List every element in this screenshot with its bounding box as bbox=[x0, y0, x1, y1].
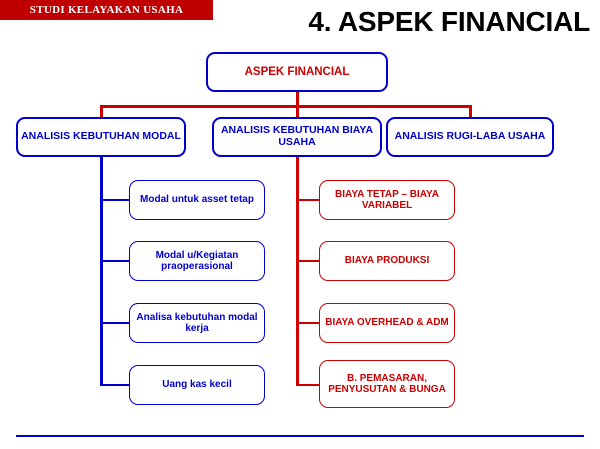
connector-left-stub-2 bbox=[100, 260, 130, 262]
page-title: 4. ASPEK FINANCIAL bbox=[308, 6, 590, 37]
node-uang-kas-kecil[interactable]: Uang kas kecil bbox=[129, 365, 265, 405]
connector-left-stub-1 bbox=[100, 199, 130, 201]
connector-left-stub-4 bbox=[100, 384, 130, 386]
connector-root-down bbox=[296, 92, 299, 106]
node-modal-praoperasional[interactable]: Modal u/Kegiatan praoperasional bbox=[129, 241, 265, 281]
connector-left-stub-3 bbox=[100, 322, 130, 324]
node-b-pemasaran-penyusutan-bunga[interactable]: B. PEMASARAN, PENYUSUTAN & BUNGA bbox=[319, 360, 455, 408]
node-biaya-overhead-adm[interactable]: BIAYA OVERHEAD & ADM bbox=[319, 303, 455, 343]
node-analisis-kebutuhan-biaya-usaha[interactable]: ANALISIS KEBUTUHAN BIAYA USAHA bbox=[212, 117, 382, 157]
connector-middle-stub-2 bbox=[296, 260, 320, 262]
node-analisis-rugi-laba-usaha[interactable]: ANALISIS RUGI-LABA USAHA bbox=[386, 117, 554, 157]
connector-middle-stub-3 bbox=[296, 322, 320, 324]
connector-left-spine bbox=[100, 157, 103, 385]
banner-studi-kelayakan bbox=[0, 0, 213, 20]
connector-drop-right bbox=[469, 105, 472, 117]
node-root-aspek-financial[interactable]: ASPEK FINANCIAL bbox=[206, 52, 388, 92]
footer-divider bbox=[16, 435, 584, 437]
banner-label: STUDI KELAYAKAN USAHA bbox=[29, 4, 184, 16]
node-analisis-kebutuhan-modal[interactable]: ANALISIS KEBUTUHAN MODAL bbox=[16, 117, 186, 157]
node-biaya-tetap-variabel[interactable]: BIAYA TETAP – BIAYA VARIABEL bbox=[319, 180, 455, 220]
node-modal-asset-tetap[interactable]: Modal untuk asset tetap bbox=[129, 180, 265, 220]
connector-drop-middle bbox=[296, 105, 299, 117]
node-biaya-produksi[interactable]: BIAYA PRODUKSI bbox=[319, 241, 455, 281]
connector-bus-horizontal bbox=[100, 105, 472, 108]
connector-drop-left bbox=[100, 105, 103, 117]
node-analisa-modal-kerja[interactable]: Analisa kebutuhan modal kerja bbox=[129, 303, 265, 343]
connector-middle-stub-1 bbox=[296, 199, 320, 201]
connector-middle-spine bbox=[296, 157, 299, 385]
connector-middle-stub-4 bbox=[296, 384, 320, 386]
